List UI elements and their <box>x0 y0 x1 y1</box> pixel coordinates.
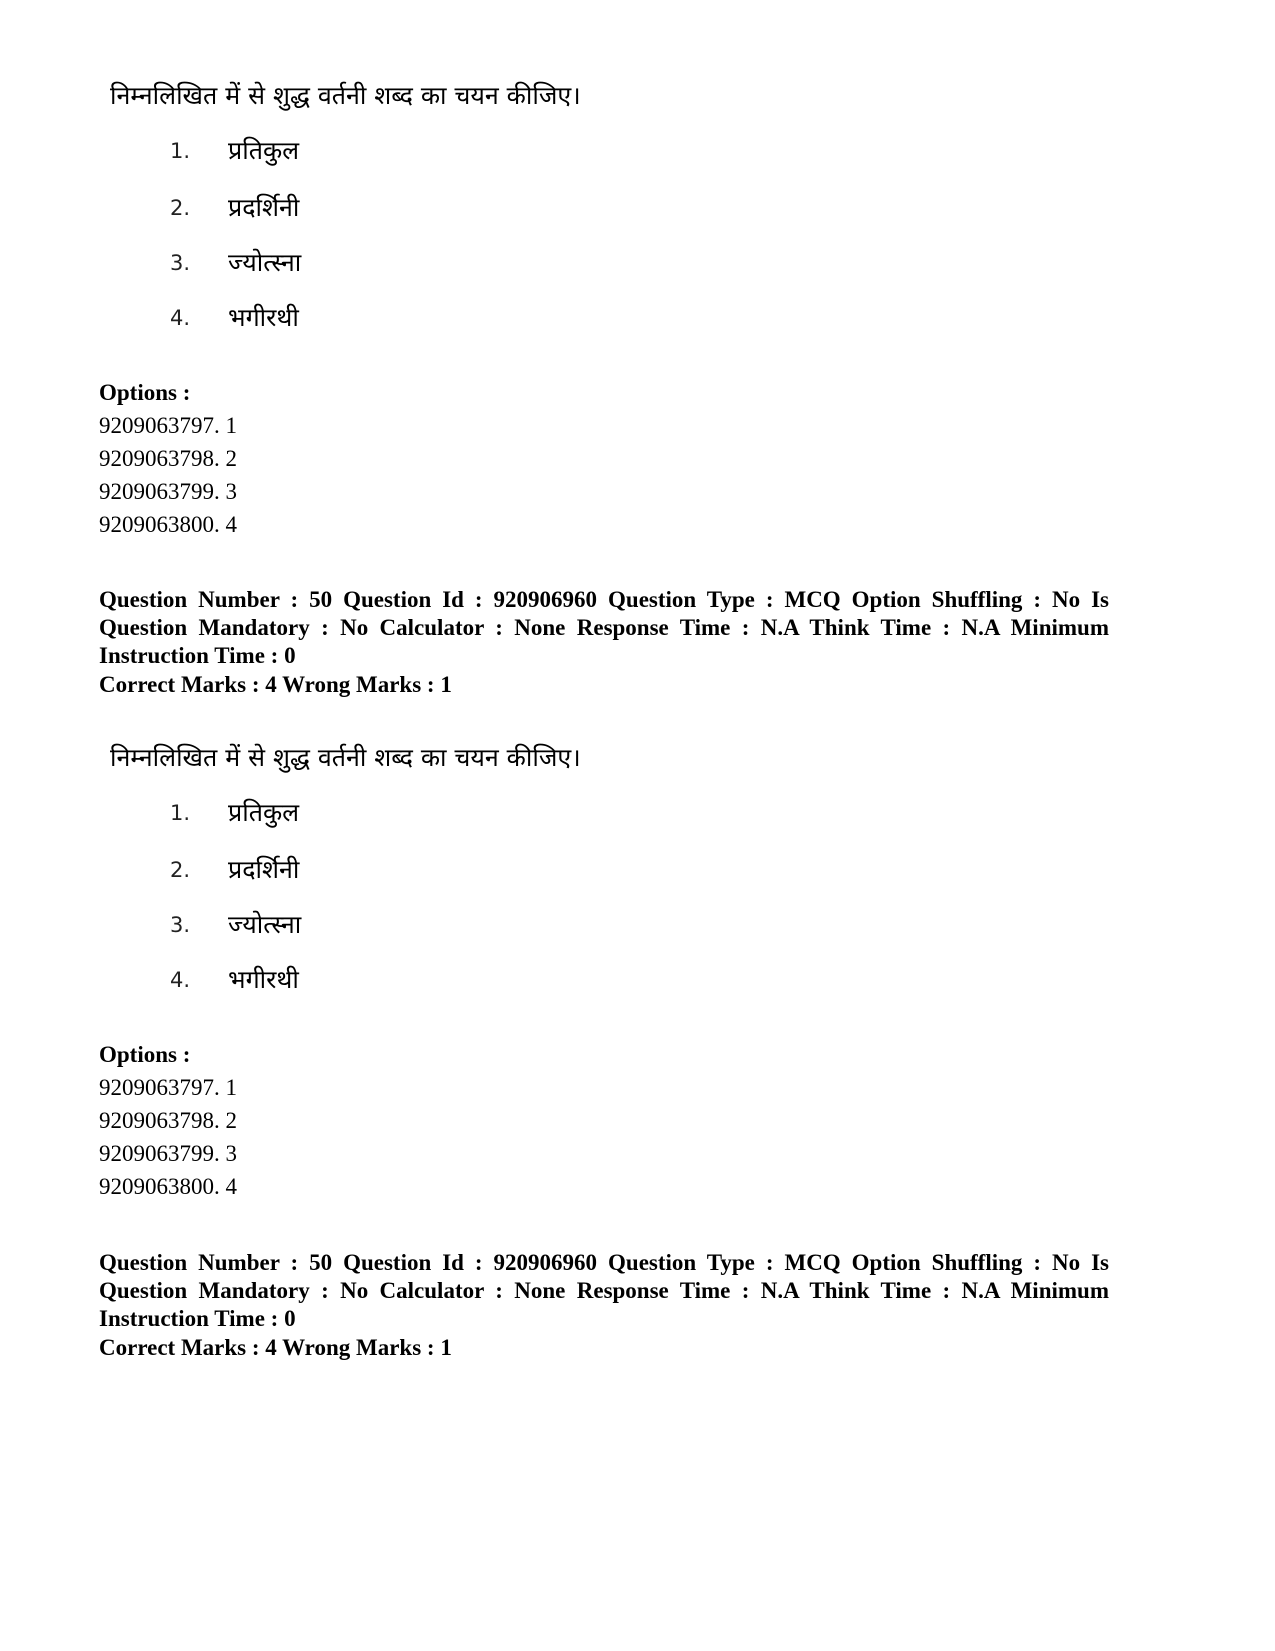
question-metadata: Question Number : 50 Question Id : 920906960 Question Type : MCQ Option Shuffling : No Is Question Mandatory : No Calculator : None Response Time : N.A Think Time : N.A Minimum Instruction Time : 0 <box>99 587 1109 668</box>
option-row: 9209063800. 4 <box>99 1174 237 1199</box>
choice-number: 4. <box>170 306 191 330</box>
choice-text: ज्योत्स्ना <box>228 910 302 939</box>
option-row: 9209063799. 3 <box>99 1141 237 1166</box>
question-stem: निम्नलिखित में से शुद्ध वर्तनी शब्द का चयन कीजिए। <box>110 81 581 110</box>
marks-info: Correct Marks : 4 Wrong Marks : 1 <box>99 672 452 697</box>
choice-number: 1. <box>170 139 191 163</box>
question-metadata: Question Number : 50 Question Id : 920906960 Question Type : MCQ Option Shuffling : No Is Question Mandatory : No Calculator : None Response Time : N.A Think Time : N.A Minimum Instruction Time : 0 <box>99 1250 1109 1331</box>
choice-text: प्रतिकुल <box>228 798 300 827</box>
option-row: 9209063798. 2 <box>99 446 237 471</box>
choice-number: 2. <box>170 196 191 220</box>
choice-text: प्रदर्शिनी <box>228 193 300 222</box>
choice-text: प्रतिकुल <box>228 136 300 165</box>
option-row: 9209063797. 1 <box>99 413 237 438</box>
options-heading: Options : <box>99 1042 191 1067</box>
choice-text: प्रदर्शिनी <box>228 855 300 884</box>
choice-number: 1. <box>170 801 191 825</box>
choice-text: भगीरथी <box>228 965 299 994</box>
marks-info: Correct Marks : 4 Wrong Marks : 1 <box>99 1335 452 1360</box>
question-stem: निम्नलिखित में से शुद्ध वर्तनी शब्द का चयन कीजिए। <box>110 743 581 772</box>
options-heading: Options : <box>99 380 191 405</box>
choice-text: भगीरथी <box>228 303 299 332</box>
choice-number: 4. <box>170 968 191 992</box>
option-row: 9209063798. 2 <box>99 1108 237 1133</box>
option-row: 9209063797. 1 <box>99 1075 237 1100</box>
option-row: 9209063799. 3 <box>99 479 237 504</box>
option-row: 9209063800. 4 <box>99 512 237 537</box>
choice-number: 3. <box>170 251 191 275</box>
choice-number: 2. <box>170 858 191 882</box>
choice-number: 3. <box>170 913 191 937</box>
choice-text: ज्योत्स्ना <box>228 248 302 277</box>
